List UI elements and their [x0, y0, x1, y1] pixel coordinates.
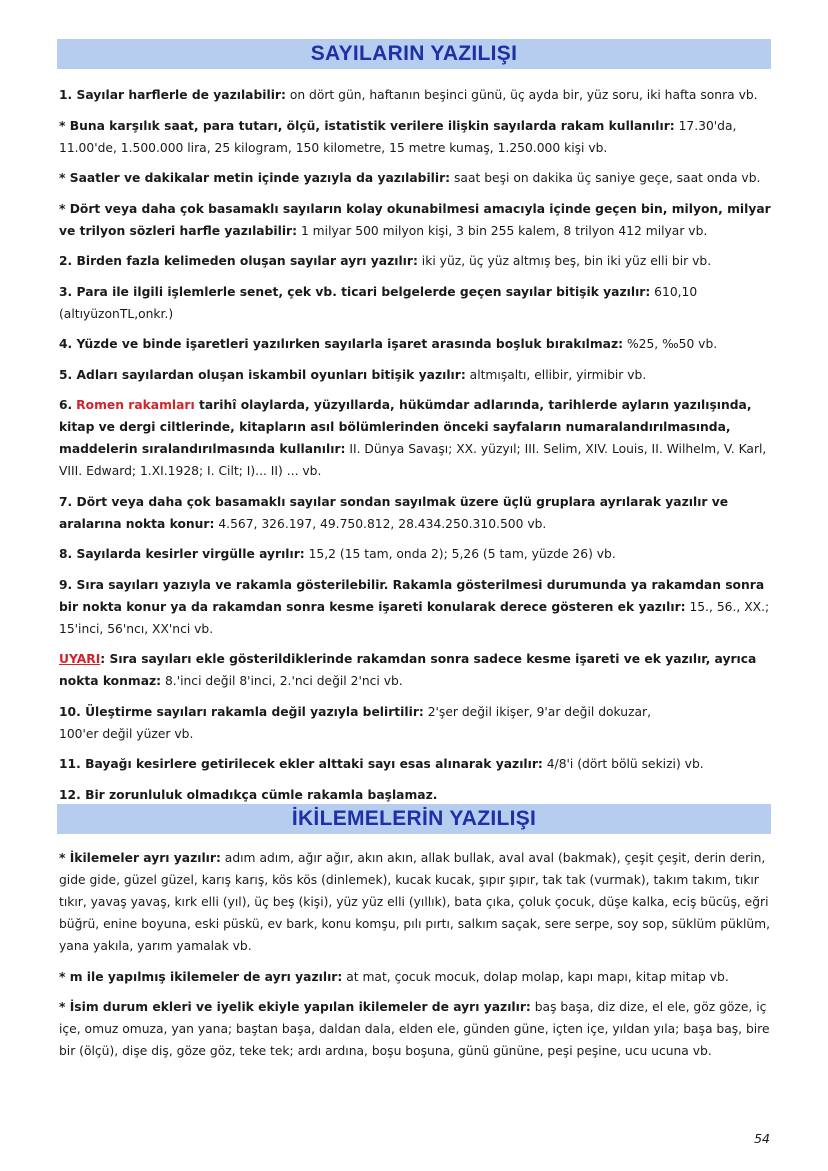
rule-text: 610,10 (altıyüzonTL,onkr.) [59, 284, 698, 321]
rule-text: adım adım, ağır ağır, akın akın, allak bullak, aval aval (bakmak), çeşit çeşit, derin derin, gide gide, güzel güzel, karış karış, kös kös (dinlemek), kucak kucak, şıpır şıpır, tak tak (vurmak), takım takım, tıkır tıkır, yavaş yavaş, kırk elli (yıl), üç beş (kişi), yüz yüz elli (yıllık), bata çıka, çoluk çocuk, düşe kalka, eciş bücüş, eğri büğrü, enine boyuna, eski püskü, ev bark, konu komşu, pılı pırtı, salkım saçak, sere serpe, soy sop, süklüm püklüm, yana yakıla, yarım yamalak vb. [59, 851, 771, 953]
page-number: 54 [754, 1131, 770, 1146]
rule-lead: * m ile yapılmış ikilemeler de ayrı yazılır: [59, 969, 343, 984]
warning-label: UYARI [59, 652, 101, 666]
rule-text: II. Dünya Savaşı; XX. yüzyıl; III. Selim, XIV. Louis, II. Wilhelm, V. Karl, VIII. Edward; 1.XI.1928; I. Cilt; I)... II) ... vb. [59, 442, 767, 478]
ikileme-rule-1 [59, 847, 771, 957]
rule-text: 4/8'i (dört bölü sekizi) vb. [542, 757, 704, 771]
rule-lead: * İsim durum ekleri ve iyelik ekiyle yapılan ikilemeler de ayrı yazılır: [59, 1000, 531, 1014]
rule-lead: * Dört veya daha çok basamaklı sayıların kolay okunabilmesi amacıyla içinde geçen bin, milyon, milyar ve trilyon sözleri harfle yazılabilir: [59, 201, 771, 238]
rule-text: 15,2 (15 tam, onda 2); 5,26 (5 tam, yüzde 26) vb. [304, 547, 616, 561]
rule-text: iki yüz, üç yüz altmış beş, bin iki yüz elli bir vb. [417, 254, 712, 268]
rule-11 [59, 753, 771, 775]
section-body-sayilar [59, 84, 771, 814]
warning-note [59, 648, 771, 692]
rule-lead: 9. Sıra sayıları yazıyla ve rakamla gösterilebilir. Rakamla gösterilmesi durumunda ya rakamdan sonra bir nokta konur ya da rakamdan sonra kesme işareti konularak derece gösteren ek yazılır: [59, 577, 765, 614]
rule-lead: 5. Adları sayılardan oluşan iskambil oyunları bitişik yazılır: [59, 367, 466, 382]
rule-lead: 1. Sayılar harflerle de yazılabilir: [59, 88, 286, 102]
ikileme-rule-3 [59, 996, 771, 1062]
rule-lead: tarihî olaylarda, yüzyıllarda, hükümdar adlarında, tarihlerde ayların yazılışında, kitap ve dergi ciltlerinde, kitapların asıl bölümlerinden önceki sayfaların numaralandırılmasında, maddelerin sıralandırılmasında kullanılır: [59, 398, 752, 456]
rule-lead: 3. Para ile ilgili işlemlerle senet, çek vb. ticari belgelerde geçen sayılar bitişik yazılır: [59, 284, 651, 299]
rule-text: %25, ‰50 vb. [623, 337, 718, 351]
rule-text: 2'şer değil ikişer, 9'ar değil dokuzar, [423, 704, 652, 719]
rule-text: altmışaltı, ellibir, yirmibir vb. [465, 367, 647, 382]
rule-text: on dört gün, haftanın beşinci günü, üç ayda bir, yüz soru, iki hafta sonra vb. [285, 88, 758, 102]
rule-text: 17.30'da, 11.00'de, 1.500.000 lira, 25 kilogram, 150 kilometre, 15 metre kumaş, 1.250.000 kişi vb. [59, 118, 737, 155]
section-body-ikilemeler [59, 847, 771, 1071]
rule-lead: * İkilemeler ayrı yazılır: [59, 851, 221, 865]
rule-10 [59, 701, 771, 745]
rule-lead: 2. Birden fazla kelimeden oluşan sayılar ayrı yazılır: [59, 254, 418, 268]
rule-text: baş başa, diz dize, el ele, göz göze, iç içe, omuz omuza, yan yana; baştan başa, daldan dala, elden ele, günden güne, içten içe, yıldan yıla; başa baş, bire bir (ölçü), dişe diş, göze göz, teke tek; ardı ardına, boşu boşuna, günü gününe, peşi peşine, ucu ucuna vb. [59, 1000, 770, 1058]
rule-text: 8.'inci değil 8'inci, 2.'nci değil 2'nci vb. [161, 674, 403, 688]
rule-lead: 12. Bir zorunluluk olmadıkça cümle rakamla başlamaz. [59, 787, 438, 802]
rule-text: 1 milyar 500 milyon kişi, 3 bin 255 kalem, 8 trilyon 412 milyar vb. [297, 223, 708, 238]
rule-lead: 8. Sayılarda kesirler virgülle ayrılır: [59, 547, 305, 561]
rule-lead: 4. Yüzde ve binde işaretleri yazılırken sayılarla işaret arasında boşluk bırakılmaz: [59, 337, 624, 351]
rule-1c [59, 198, 771, 242]
ikileme-rule-2 [59, 966, 771, 988]
rule-9 [59, 574, 771, 640]
rule-text-continued: 100'er değil yüzer vb. [59, 726, 194, 741]
rule-8 [59, 543, 771, 565]
rule-lead: : Sıra sayıları ekle gösterildiklerinde rakamdan sonra sadece kesme işareti ve ek yazılır, ayrıca nokta konmaz: [59, 652, 757, 688]
rule-text: saat beşi on dakika üç saniye geçe, saat onda vb. [450, 171, 761, 185]
rule-7 [59, 491, 771, 535]
section-title-ikilemeler: İKİLEMELERİN YAZILIŞI [57, 804, 771, 834]
rule-1b [59, 167, 771, 189]
rule-lead: 7. Dört veya daha çok basamaklı sayılar sondan sayılmak üzere üçlü gruplara ayrılarak yazılır ve aralarına nokta konur: [59, 494, 729, 531]
rule-text: at mat, çocuk mocuk, dolap molap, kapı mapı, kitap mitap vb. [342, 969, 729, 984]
rule-12 [59, 784, 771, 806]
rule-number: 6. [59, 398, 73, 412]
rule-6 [59, 394, 771, 482]
rule-2 [59, 250, 771, 272]
rule-4 [59, 333, 771, 355]
rule-lead: * Saatler ve dakikalar metin içinde yazıyla da yazılabilir: [59, 171, 451, 185]
rule-lead: * Buna karşılık saat, para tutarı, ölçü, istatistik verilere ilişkin sayılarda rakam kullanılır: [59, 118, 675, 133]
rule-lead: 11. Bayağı kesirlere getirilecek ekler alttaki sayı esas alınarak yazılır: [59, 757, 543, 771]
rule-5 [59, 364, 771, 386]
rule-lead: 10. Üleştirme sayıları rakamla değil yazıyla belirtilir: [59, 704, 424, 719]
rule-text: 4.567, 326.197, 49.750.812, 28.434.250.310.500 vb. [214, 516, 547, 531]
rule-3 [59, 281, 771, 325]
section-title-sayilar: SAYILARIN YAZILIŞI [57, 39, 771, 69]
rule-1a [59, 115, 771, 159]
rule-1 [59, 84, 771, 106]
rule-text: 15., 56., XX.; 15'inci, 56'ncı, XX'nci vb. [59, 599, 770, 636]
roman-numerals-highlight: Romen rakamları [76, 398, 195, 412]
